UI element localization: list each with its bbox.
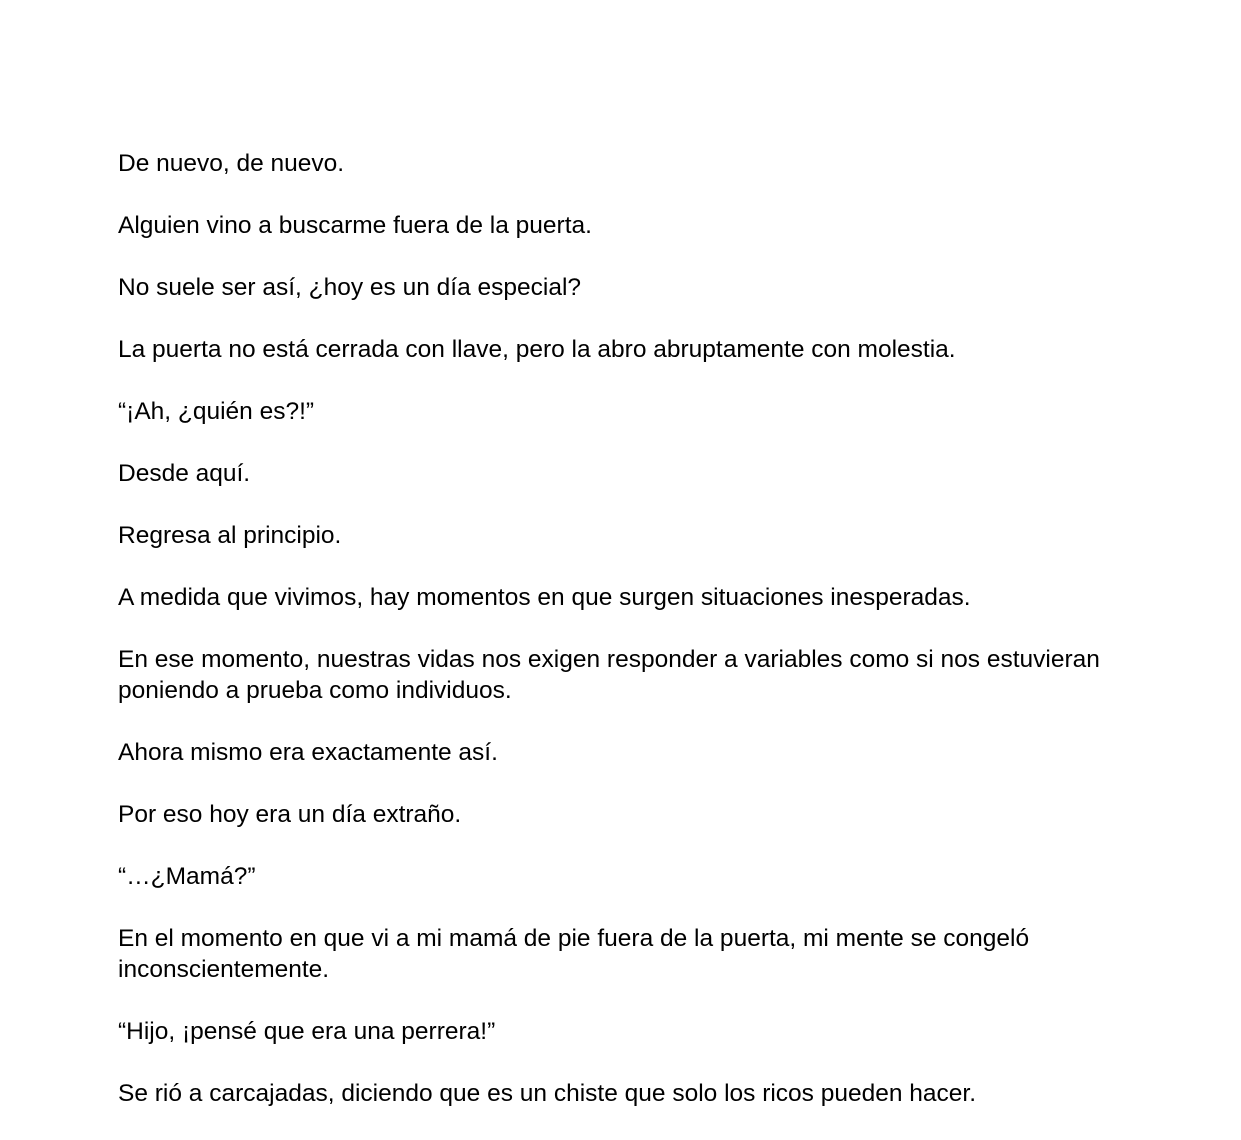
paragraph: La puerta no está cerrada con llave, pero la abro abruptamente con molestia. <box>118 336 956 363</box>
paragraph: Ahora mismo era exactamente así. <box>118 739 498 766</box>
paragraph: A medida que vivimos, hay momentos en que surgen situaciones inesperadas. <box>118 584 971 611</box>
document-body <box>118 148 1118 1140</box>
paragraph: Desde aquí. <box>118 460 251 487</box>
dialogue-paragraph: “¡Ah, ¿quién es?!” <box>118 398 315 425</box>
dialogue-paragraph: “Hijo, ¡pensé que era una perrera!” <box>118 1018 496 1045</box>
paragraph: Alguien vino a buscarme fuera de la puerta. <box>118 212 592 239</box>
paragraph: Por eso hoy era un día extraño. <box>118 801 462 828</box>
paragraph: De nuevo, de nuevo. <box>118 150 345 177</box>
paragraph: En ese momento, nuestras vidas nos exigen responder a variables como si nos estuvieran poniendo a prueba como individuos. <box>118 646 1100 704</box>
paragraph: Regresa al principio. <box>118 522 342 549</box>
paragraph: En el momento en que vi a mi mamá de pie fuera de la puerta, mi mente se congeló inconscientemente. <box>118 925 1030 983</box>
dialogue-paragraph: “…¿Mamá?” <box>118 863 256 890</box>
paragraph: Se rió a carcajadas, diciendo que es un chiste que solo los ricos pueden hacer. <box>118 1080 977 1107</box>
paragraph: No suele ser así, ¿hoy es un día especial? <box>118 274 582 301</box>
